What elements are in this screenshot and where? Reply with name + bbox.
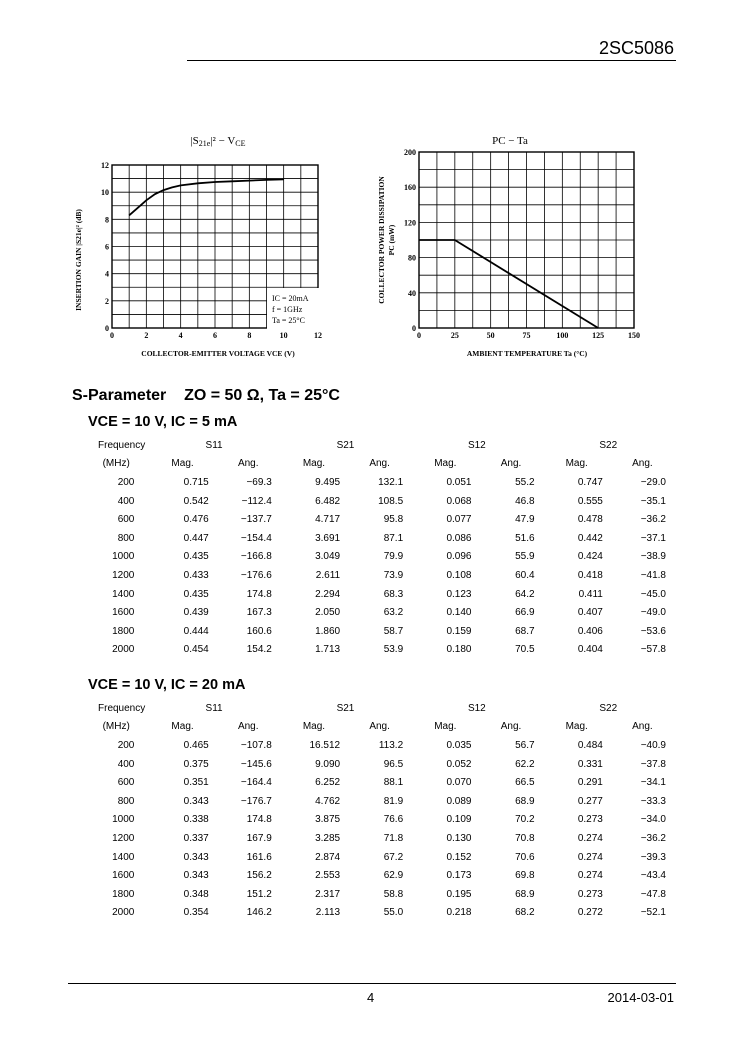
value-cell: −40.9 — [640, 739, 666, 751]
value-cell: 6.482 — [315, 495, 341, 507]
value-cell: 0.051 — [446, 476, 472, 488]
value-cell: 9.495 — [315, 476, 341, 488]
value-cell: 0.465 — [183, 739, 209, 751]
col-group-s11: S11 — [205, 702, 223, 714]
x-tick-label: 12 — [314, 331, 322, 340]
freq-cell: 800 — [117, 532, 135, 544]
x-tick-label: 4 — [178, 331, 183, 340]
sparam-title: S-Parameter ZO = 50 Ω, Ta = 25°C — [72, 387, 340, 404]
header-row-params — [84, 699, 674, 718]
value-cell: 0.343 — [183, 795, 209, 807]
table-row — [84, 792, 674, 811]
value-cell: −34.0 — [640, 814, 666, 826]
value-cell: 95.8 — [383, 514, 404, 526]
value-cell: 0.476 — [183, 514, 209, 526]
freq-cell: 1600 — [112, 870, 135, 882]
table-row — [84, 755, 674, 774]
x-tick-label: 8 — [247, 331, 252, 340]
value-cell: −154.4 — [240, 532, 272, 544]
x-tick-label: 6 — [213, 331, 217, 340]
value-cell: 0.274 — [577, 832, 603, 844]
header-row-params — [84, 436, 674, 455]
value-cell: 70.8 — [515, 832, 535, 844]
value-cell: 1.860 — [315, 625, 341, 637]
header-row-units — [84, 455, 674, 474]
col-mag: Mag. — [565, 458, 588, 470]
col-ang: Ang. — [237, 721, 259, 733]
value-cell: 2.874 — [315, 851, 341, 863]
value-cell: 68.7 — [515, 625, 535, 637]
freq-cell: 200 — [117, 739, 135, 751]
legend-ta: Ta = 25°C — [272, 316, 305, 325]
set1-title: VCE = 10 V, IC = 5 mA — [88, 414, 238, 430]
value-cell: 0.274 — [577, 851, 603, 863]
value-cell: 0.068 — [446, 495, 472, 507]
value-cell: −39.3 — [640, 851, 666, 863]
value-cell: 62.2 — [515, 758, 535, 770]
value-cell: −33.3 — [640, 795, 666, 807]
value-cell: 55.2 — [515, 476, 535, 488]
value-cell: 68.3 — [383, 588, 404, 600]
freq-cell: 1000 — [112, 814, 135, 826]
x-tick-label: 100 — [556, 331, 569, 340]
col-unit: (MHz) — [102, 721, 130, 733]
y-tick-label: 0 — [105, 324, 109, 333]
value-cell: 0.140 — [446, 607, 472, 619]
value-cell: 6.252 — [315, 777, 341, 789]
value-cell: 0.218 — [446, 907, 472, 919]
y-tick-label: 0 — [412, 324, 416, 333]
freq-cell: 2000 — [112, 907, 135, 919]
value-cell: 0.418 — [577, 569, 603, 581]
table-row — [84, 885, 674, 904]
value-cell: 0.343 — [183, 851, 209, 863]
y-tick-label: 2 — [105, 296, 109, 306]
value-cell: 0.435 — [183, 551, 209, 563]
value-cell: 174.8 — [246, 814, 272, 826]
value-cell: 1.713 — [315, 644, 341, 656]
value-cell: 66.5 — [515, 777, 535, 789]
y-tick-label: 40 — [408, 288, 416, 298]
freq-cell: 1800 — [112, 625, 135, 637]
value-cell: 0.406 — [577, 625, 603, 637]
header-rule — [187, 60, 676, 61]
value-cell: 3.285 — [315, 832, 341, 844]
value-cell: 0.035 — [446, 739, 472, 751]
freq-cell: 1400 — [112, 588, 135, 600]
value-cell: 70.5 — [515, 644, 535, 656]
value-cell: 161.6 — [246, 851, 272, 863]
col-ang: Ang. — [369, 458, 390, 470]
table-row — [84, 848, 674, 867]
value-cell: −57.8 — [640, 644, 666, 656]
value-cell: 151.2 — [246, 888, 272, 900]
value-cell: 63.2 — [383, 607, 404, 619]
col-mag: Mag. — [171, 458, 194, 470]
y-tick-label: 8 — [105, 215, 109, 225]
value-cell: −47.8 — [640, 888, 666, 900]
y-tick-label: 10 — [101, 188, 109, 198]
value-cell: 0.542 — [183, 495, 209, 507]
x-tick-label: 0 — [110, 331, 114, 340]
value-cell: −145.6 — [240, 758, 272, 770]
x-tick-label: 150 — [628, 331, 640, 340]
freq-cell: 1200 — [112, 832, 135, 844]
table-row — [84, 904, 674, 923]
x-tick-label: 125 — [592, 331, 605, 340]
value-cell: −29.0 — [640, 476, 666, 488]
y-tick-label: 6 — [105, 242, 109, 252]
freq-cell: 1200 — [112, 569, 135, 581]
footer-rule — [68, 983, 676, 984]
value-cell: −36.2 — [640, 832, 666, 844]
value-cell: 0.159 — [446, 625, 472, 637]
value-cell: 2.317 — [315, 888, 341, 900]
value-cell: 0.348 — [183, 888, 209, 900]
table-row — [84, 603, 674, 622]
table-row — [84, 566, 674, 585]
value-cell: 3.049 — [315, 551, 341, 563]
value-cell: 64.2 — [515, 588, 535, 600]
col-frequency: Frequency — [98, 439, 146, 451]
value-cell: 0.195 — [446, 888, 472, 900]
value-cell: 0.089 — [446, 795, 472, 807]
table-row — [84, 811, 674, 830]
value-cell: 0.130 — [446, 832, 472, 844]
value-cell: 146.2 — [246, 907, 272, 919]
value-cell: 0.109 — [446, 814, 472, 826]
col-frequency: Frequency — [98, 702, 146, 714]
value-cell: 0.404 — [577, 644, 603, 656]
x-tick-label: 50 — [486, 331, 495, 340]
col-ang: Ang. — [500, 721, 522, 733]
freq-cell: 400 — [117, 758, 135, 770]
value-cell: 113.2 — [378, 739, 404, 751]
x-axis-label: COLLECTOR-EMITTER VOLTAGE VCE (V) — [141, 349, 295, 358]
value-cell: −176.6 — [240, 569, 272, 581]
value-cell: 0.439 — [183, 607, 209, 619]
value-cell: 0.173 — [446, 870, 472, 882]
y-tick-label: 4 — [105, 269, 109, 279]
freq-cell: 600 — [117, 777, 135, 789]
value-cell: 0.274 — [577, 870, 603, 882]
x-axis-label: AMBIENT TEMPERATURE Ta (°C) — [466, 349, 588, 358]
col-ang: Ang. — [632, 721, 653, 733]
y-tick-label: 80 — [408, 253, 416, 263]
value-cell: 0.411 — [578, 588, 603, 600]
value-cell: 70.6 — [515, 851, 535, 863]
col-mag: Mag. — [434, 458, 457, 470]
value-cell: 167.3 — [246, 607, 272, 619]
freq-cell: 600 — [117, 514, 135, 526]
value-cell: 0.747 — [577, 476, 603, 488]
value-cell: −166.8 — [240, 551, 272, 563]
col-group-s12: S12 — [467, 702, 486, 714]
col-mag: Mag. — [434, 721, 457, 733]
value-cell: 0.375 — [183, 758, 209, 770]
value-cell: 68.9 — [515, 888, 535, 900]
footer-date: 2014-03-01 — [607, 990, 674, 1005]
value-cell: 2.294 — [315, 588, 341, 600]
freq-cell: 1000 — [112, 551, 135, 563]
chart-title: |S21e|² − VCE — [190, 135, 246, 148]
y-tick-label: 120 — [404, 218, 416, 228]
value-cell: 0.454 — [183, 644, 209, 656]
col-group-s11: S11 — [205, 439, 223, 451]
value-cell: 0.447 — [183, 532, 209, 544]
value-cell: −45.0 — [640, 588, 666, 600]
table-row — [84, 473, 674, 492]
table-row — [84, 866, 674, 885]
col-ang: Ang. — [237, 458, 259, 470]
value-cell: 69.8 — [515, 870, 535, 882]
value-cell: 0.077 — [446, 514, 472, 526]
page-number: 4 — [367, 990, 375, 1005]
col-mag: Mag. — [171, 721, 194, 733]
value-cell: 0.086 — [446, 532, 472, 544]
value-cell: 60.4 — [515, 569, 535, 581]
value-cell: 0.354 — [183, 907, 209, 919]
value-cell: 0.070 — [446, 777, 472, 789]
col-mag: Mag. — [565, 721, 588, 733]
value-cell: 51.6 — [515, 532, 535, 544]
value-cell: 81.9 — [383, 795, 404, 807]
value-cell: 0.442 — [577, 532, 603, 544]
y-axis-unit: PC (mW) — [387, 224, 396, 256]
value-cell: 88.1 — [383, 777, 404, 789]
value-cell: −38.9 — [640, 551, 666, 563]
table-row — [84, 548, 674, 567]
header-row-units — [84, 718, 674, 737]
y-tick-label: 12 — [101, 161, 109, 170]
value-cell: 87.1 — [383, 532, 404, 544]
value-cell: −43.4 — [640, 870, 666, 882]
x-tick-label: 0 — [417, 331, 421, 340]
value-cell: 9.090 — [315, 758, 341, 770]
value-cell: 0.180 — [446, 644, 472, 656]
value-cell: 174.8 — [246, 588, 272, 600]
value-cell: 167.9 — [246, 832, 272, 844]
table-row — [84, 492, 674, 511]
value-cell: 2.553 — [315, 870, 341, 882]
value-cell: 0.108 — [446, 569, 472, 581]
freq-cell: 1800 — [112, 888, 135, 900]
value-cell: 62.9 — [383, 870, 404, 882]
value-cell: 70.2 — [515, 814, 535, 826]
value-cell: −52.1 — [640, 907, 666, 919]
value-cell: 2.113 — [315, 907, 341, 919]
s21-gain-chart — [70, 128, 340, 368]
value-cell: 160.6 — [246, 625, 272, 637]
value-cell: 0.273 — [577, 888, 603, 900]
col-ang: Ang. — [632, 458, 653, 470]
value-cell: 132.1 — [378, 476, 404, 488]
value-cell: −37.1 — [640, 532, 666, 544]
table-row — [84, 829, 674, 848]
value-cell: 0.715 — [183, 476, 209, 488]
value-cell: −35.1 — [640, 495, 666, 507]
value-cell: 71.8 — [383, 832, 404, 844]
freq-cell: 800 — [117, 795, 135, 807]
value-cell: 0.351 — [183, 777, 209, 789]
table-row — [84, 622, 674, 641]
value-cell: −176.7 — [240, 795, 272, 807]
value-cell: 3.875 — [315, 814, 341, 826]
x-tick-label: 25 — [450, 331, 459, 340]
sparam-table-5ma — [84, 436, 674, 659]
value-cell: 58.8 — [383, 888, 404, 900]
value-cell: 68.2 — [515, 907, 535, 919]
value-cell: 0.272 — [577, 907, 603, 919]
value-cell: 4.762 — [315, 795, 341, 807]
value-cell: −137.7 — [240, 514, 272, 526]
table-row — [84, 585, 674, 604]
freq-cell: 400 — [117, 495, 135, 507]
value-cell: −164.4 — [240, 777, 272, 789]
value-cell: 0.123 — [446, 588, 472, 600]
value-cell: 154.2 — [246, 644, 272, 656]
pc-ta-chart — [372, 128, 648, 368]
freq-cell: 1400 — [112, 851, 135, 863]
value-cell: 0.424 — [577, 551, 603, 563]
col-mag: Mag. — [302, 721, 326, 733]
value-cell: 0.338 — [183, 814, 209, 826]
value-cell: 0.444 — [183, 625, 209, 637]
freq-cell: 200 — [117, 476, 135, 488]
value-cell: 4.717 — [315, 514, 341, 526]
col-group-s22: S22 — [599, 702, 618, 714]
value-cell: 2.611 — [315, 569, 341, 581]
value-cell: −37.8 — [640, 758, 666, 770]
value-cell: 0.433 — [183, 569, 209, 581]
value-cell: 0.343 — [183, 870, 209, 882]
col-group-s12: S12 — [467, 439, 486, 451]
value-cell: 0.337 — [183, 832, 209, 844]
value-cell: 0.331 — [577, 758, 603, 770]
value-cell: 0.484 — [577, 739, 603, 751]
value-cell: 0.273 — [577, 814, 603, 826]
col-group-s21: S21 — [336, 702, 355, 714]
value-cell: 58.7 — [383, 625, 404, 637]
value-cell: 0.435 — [183, 588, 209, 600]
value-cell: 0.152 — [446, 851, 472, 863]
value-cell: 0.096 — [446, 551, 472, 563]
table-row — [84, 736, 674, 755]
col-mag: Mag. — [302, 458, 326, 470]
col-ang: Ang. — [369, 721, 390, 733]
legend-f: f = 1GHz — [272, 305, 303, 314]
table-row — [84, 510, 674, 529]
value-cell: 156.2 — [246, 870, 272, 882]
value-cell: 2.050 — [315, 607, 341, 619]
value-cell: 76.6 — [383, 814, 404, 826]
value-cell: 66.9 — [515, 607, 535, 619]
value-cell: 55.9 — [515, 551, 535, 563]
value-cell: 68.9 — [515, 795, 535, 807]
col-ang: Ang. — [500, 458, 522, 470]
y-axis-label: COLLECTOR POWER DISSIPATION — [377, 176, 386, 304]
value-cell: −41.8 — [640, 569, 666, 581]
value-cell: −34.1 — [640, 777, 666, 789]
value-cell: 0.277 — [577, 795, 603, 807]
x-tick-label: 2 — [144, 331, 149, 340]
value-cell: −69.3 — [246, 476, 272, 488]
col-unit: (MHz) — [102, 458, 130, 470]
freq-cell: 1600 — [112, 607, 135, 619]
freq-cell: 2000 — [112, 644, 135, 656]
col-group-s22: S22 — [599, 439, 618, 451]
value-cell: −112.4 — [241, 495, 272, 507]
value-cell: 53.9 — [383, 644, 404, 656]
value-cell: −36.2 — [640, 514, 666, 526]
sparam-table-20ma — [84, 699, 674, 922]
value-cell: −107.8 — [240, 739, 272, 751]
table-row — [84, 641, 674, 660]
value-cell: 67.2 — [383, 851, 404, 863]
y-axis-label: INSERTION GAIN |S21e|² (dB) — [74, 209, 83, 311]
series-line — [129, 179, 284, 215]
value-cell: 73.9 — [383, 569, 404, 581]
y-tick-label: 200 — [404, 148, 416, 157]
x-tick-label: 10 — [279, 331, 288, 340]
value-cell: 0.555 — [577, 495, 603, 507]
x-tick-label: 75 — [522, 331, 531, 340]
legend-ic: IC = 20mA — [272, 294, 309, 303]
value-cell: 3.691 — [315, 532, 341, 544]
value-cell: 0.052 — [446, 758, 472, 770]
table-row — [84, 529, 674, 548]
y-tick-label: 160 — [404, 183, 416, 193]
value-cell: −53.6 — [640, 625, 666, 637]
value-cell: 46.8 — [515, 495, 535, 507]
value-cell: 55.0 — [383, 907, 404, 919]
value-cell: 0.407 — [577, 607, 603, 619]
value-cell: 0.478 — [577, 514, 603, 526]
value-cell: 0.291 — [577, 777, 603, 789]
value-cell: 108.5 — [378, 495, 404, 507]
value-cell: −49.0 — [640, 607, 666, 619]
part-number: 2SC5086 — [598, 38, 674, 58]
chart-title: PC − Ta — [492, 135, 528, 147]
value-cell: 96.5 — [383, 758, 404, 770]
value-cell: 79.9 — [383, 551, 404, 563]
value-cell: 16.512 — [309, 739, 341, 751]
table-row — [84, 773, 674, 792]
set2-title: VCE = 10 V, IC = 20 mA — [88, 677, 246, 693]
value-cell: 56.7 — [515, 739, 535, 751]
col-group-s21: S21 — [336, 439, 355, 451]
value-cell: 47.9 — [515, 514, 535, 526]
